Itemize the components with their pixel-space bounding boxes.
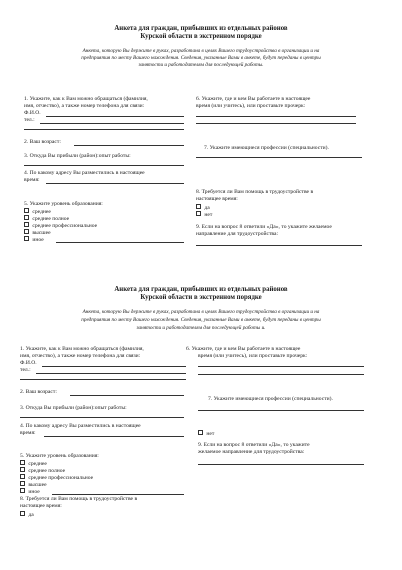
q6-label-line1: 6. Укажите, где и кем Вы работаете в настоящее <box>186 346 301 352</box>
form-title-line1: Анкета для граждан, прибывших из отдельных районов <box>114 25 288 32</box>
checkbox-icon[interactable] <box>24 236 29 241</box>
q8-option-no[interactable]: нет <box>196 211 212 219</box>
q2-label: 2. Ваш возраст: <box>20 389 57 395</box>
tel-input-line[interactable] <box>40 123 184 124</box>
edu-other-input-line[interactable] <box>52 494 184 495</box>
edu-option[interactable]: среднее <box>24 208 51 216</box>
intro-text-line3: занятости и работодателям для последующей работы и. <box>136 325 266 331</box>
q6-input-line2[interactable] <box>198 374 364 375</box>
intro-text-line3: занятости и работодателям для последующей работы. <box>138 62 264 68</box>
q3-label: 3. Откуда Вы прибыли (район):опыт работы: <box>24 153 131 159</box>
checkbox-icon[interactable] <box>24 222 29 227</box>
fio-input-line[interactable] <box>42 366 186 367</box>
edu-option[interactable]: среднее полное <box>24 215 69 223</box>
q8-label-line2: настоящее время: <box>20 503 62 509</box>
q3-input-line[interactable] <box>20 417 184 418</box>
tel-input-line[interactable] <box>36 373 186 374</box>
edu-option[interactable]: иное <box>24 236 44 244</box>
edu-other-input-line[interactable] <box>56 242 184 243</box>
q9-label-line2: направление для трудоустройства: <box>196 231 279 237</box>
q9-label-line1: 9. Если на вопрос 8 ответили «Да», то укажите желаемое <box>196 224 332 230</box>
q7-input-line[interactable] <box>196 157 362 158</box>
edu-option[interactable]: иное <box>20 488 40 496</box>
q6-label-line2: время (или учитесь), или проставьте прочерк: <box>198 353 308 359</box>
q4-input-line[interactable] <box>44 436 184 437</box>
q8-label-line1: 8. Требуется ли Вам помощь в трудоустройстве в <box>20 496 138 502</box>
edu-option[interactable]: среднее профессиональное <box>24 222 97 230</box>
q7-input-line[interactable] <box>198 410 364 411</box>
tel-label: тел.: <box>24 117 35 123</box>
intro-text-line2: предприятия по месту Вашего нахождения. Сведения, указанные Вами в анкете, будут переданы в центры <box>81 317 321 323</box>
q9-input-line[interactable] <box>198 464 364 465</box>
checkbox-icon[interactable] <box>20 460 25 465</box>
form-title-line1: Анкета для граждан, прибывших из отдельных районов <box>114 286 288 293</box>
tel-label: тел.: <box>20 367 31 373</box>
q8-option-yes[interactable]: да <box>20 511 34 519</box>
fio-label: Ф.И.О. <box>20 360 37 366</box>
q8-label-line2: настоящее время: <box>196 196 238 202</box>
checkbox-icon[interactable] <box>20 474 25 479</box>
edu-option[interactable]: высшее <box>24 229 51 237</box>
checkbox-icon[interactable] <box>20 488 25 493</box>
fio-input-line[interactable] <box>46 116 184 117</box>
intro-text-line1: Анкета, которую Вы держите в руках, разработана в целях Вашего трудоустройства в организации и на <box>82 48 320 54</box>
age-input-line[interactable] <box>74 145 184 146</box>
checkbox-icon[interactable] <box>24 208 29 213</box>
checkbox-icon[interactable] <box>196 211 201 216</box>
q1-extra-line[interactable] <box>20 379 186 380</box>
q3-label: 3. Откуда Вы прибыли (район):опыт работы: <box>20 405 127 411</box>
checkbox-icon[interactable] <box>24 215 29 220</box>
q6-input-line1[interactable] <box>196 116 356 117</box>
q9-label-line2: желаемое направление для трудоустройства: <box>198 449 305 455</box>
q4-label-line1: 4. По какому адресу Вы разместились в настоящее <box>20 423 141 429</box>
q1-label-line1: 1. Укажите, как к Вам можно обращаться (фамилия, <box>20 346 144 352</box>
q6-input-line2[interactable] <box>196 123 356 124</box>
q5-label: 5. Укажите уровень образования: <box>24 201 103 207</box>
q4-label-line2: время: <box>20 430 36 436</box>
q7-label: 7. Укажите имеющиеся профессии (специальности). <box>208 396 333 402</box>
q6-input-line1[interactable] <box>198 366 364 367</box>
q8-option-no[interactable]: нет <box>198 430 214 438</box>
checkbox-icon[interactable] <box>198 430 203 435</box>
checkbox-icon[interactable] <box>24 229 29 234</box>
q1-label-line1: 1. Укажите, как к Вам можно обращаться (фамилия, <box>24 96 148 102</box>
q4-input-line[interactable] <box>46 183 184 184</box>
q1-label-line2: имя, отчество), а также номер телефона для связи: <box>24 103 145 109</box>
q9-label-line1: 9. Если на вопрос 8 ответили «Да», то укажите <box>198 442 310 448</box>
edu-option[interactable]: высшее <box>20 481 47 489</box>
form-title-line2: Курской области в экстренном порядке <box>140 294 262 301</box>
intro-text-line1: Анкета, которую Вы держите в руках, разработана в целях Вашего трудоустройства в организации и на <box>82 309 320 315</box>
checkbox-icon[interactable] <box>196 204 201 209</box>
q7-label: 7. Укажите имеющиеся профессии (специальности). <box>204 145 329 151</box>
q1-extra-line[interactable] <box>24 129 184 130</box>
q6-label-line2: время (или учитесь), или проставьте прочерк: <box>196 103 306 109</box>
q8-option-yes[interactable]: да <box>196 204 210 212</box>
edu-option[interactable]: среднее полное <box>20 467 65 475</box>
q5-label: 5. Укажите уровень образования: <box>20 453 99 459</box>
q8-label-line1: 8. Требуется ли Вам помощь в трудоустройстве в <box>196 189 314 195</box>
age-input-line[interactable] <box>70 395 184 396</box>
q4-label-line2: время: <box>24 177 40 183</box>
checkbox-icon[interactable] <box>20 511 25 516</box>
checkbox-icon[interactable] <box>20 481 25 486</box>
edu-option[interactable]: среднее <box>20 460 47 468</box>
checkbox-icon[interactable] <box>20 467 25 472</box>
q4-label-line1: 4. По какому адресу Вы разместились в настоящее <box>24 170 145 176</box>
q3-input-line[interactable] <box>24 165 184 166</box>
fio-label: Ф.И.О. <box>24 110 41 116</box>
edu-option[interactable]: среднее профессиональное <box>20 474 93 482</box>
q9-input-line[interactable] <box>196 245 362 246</box>
form-title-line2: Курской области в экстренном порядке <box>140 33 262 40</box>
q6-label-line1: 6. Укажите, где и кем Вы работаете в настоящее <box>196 96 311 102</box>
intro-text-line2: предприятия по месту Вашего нахождения. Сведения, указанные Вами в анкете, будут переданы в центры <box>81 55 321 61</box>
q1-label-line2: имя, отчество), а также номер телефона для связи: <box>20 353 141 359</box>
q2-label: 2. Ваш возраст: <box>24 139 61 145</box>
